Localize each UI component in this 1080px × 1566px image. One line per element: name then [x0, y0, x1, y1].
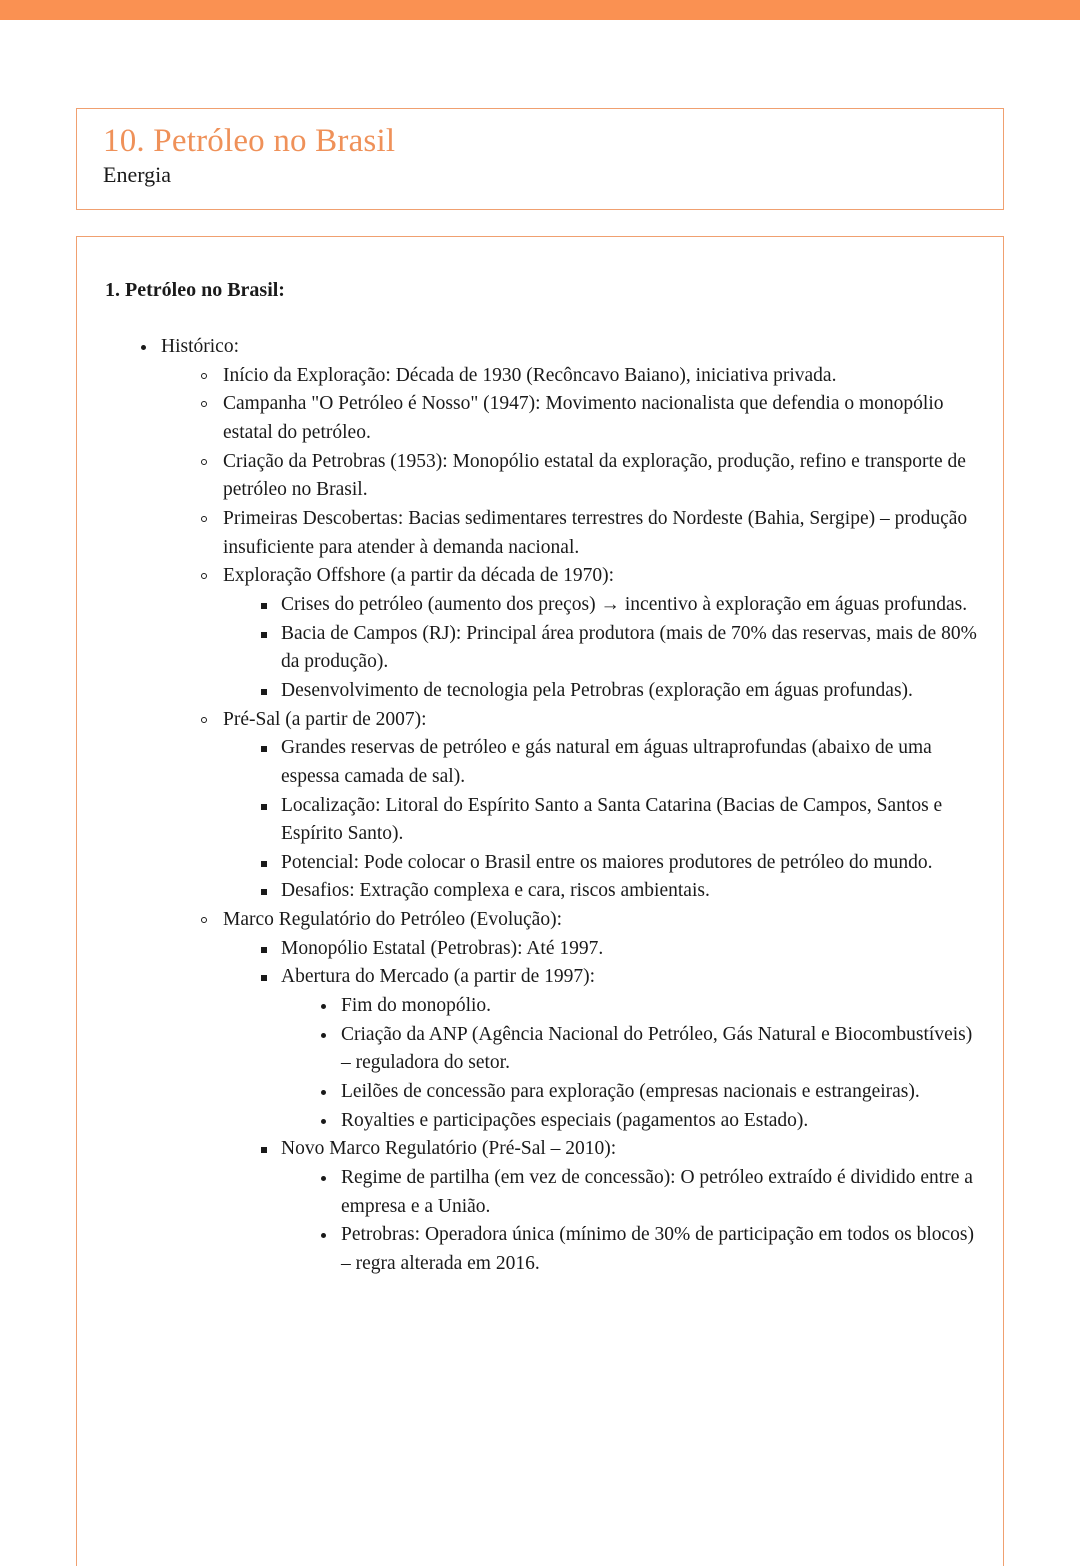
list-item-text: Abertura do Mercado (a partir de 1997): [281, 966, 596, 988]
list-item [200, 448, 979, 505]
list-item-text: Histórico: [161, 336, 239, 357]
outline-list-level-4 [281, 1164, 979, 1279]
list-item-text: Crises do petróleo (aumento dos preços) → incentivo à exploração em águas profundas. [281, 593, 968, 615]
list-item [259, 1135, 979, 1278]
document-content-inner [77, 237, 1003, 1279]
list-item [200, 390, 979, 447]
page-title: 10. Petróleo no Brasil [103, 123, 396, 159]
list-item [319, 992, 979, 1021]
list-item-text: Marco Regulatório do Petróleo (Evolução): [223, 909, 562, 931]
list-item [259, 963, 979, 1135]
list-item [319, 1221, 979, 1278]
list-item-text: Leilões de concessão para exploração (empresas nacionais e estrangeiras). [341, 1081, 920, 1103]
list-item-text: Petrobras: Operadora única (mínimo de 30% de participação em todos os blocos) – regra alterada em 2016. [341, 1224, 975, 1274]
list-item-text: Monopólio Estatal (Petrobras): Até 1997. [281, 937, 604, 959]
list-item-text: Criação da ANP (Agência Nacional do Petróleo, Gás Natural e Biocombustíveis) – reguladora do setor. [341, 1023, 973, 1074]
list-item-text: Grandes reservas de petróleo e gás natural em águas ultraprofundas (abaixo de uma espessa camada de sal). [281, 737, 932, 787]
list-item-text: Campanha "O Petróleo é Nosso" (1947): Movimento nacionalista que defendia o monopólio estatal do petróleo. [223, 393, 944, 443]
list-item [319, 1107, 979, 1136]
list-item [259, 935, 979, 964]
list-item-text: Royalties e participações especiais (pagamentos ao Estado). [341, 1109, 809, 1131]
list-item-text: Desafios: Extração complexa e cara, riscos ambientais. [281, 880, 710, 902]
document-content-card [76, 236, 1004, 1566]
list-item-text: Pré-Sal (a partir de 2007): [223, 708, 427, 730]
list-item-text: Início da Exploração: Década de 1930 (Recôncavo Baiano), iniciativa privada. [223, 364, 837, 386]
list-item [200, 505, 979, 562]
list-item [200, 562, 979, 705]
list-item [319, 1164, 979, 1221]
list-item-text: Exploração Offshore (a partir da década de 1970): [223, 565, 615, 587]
list-item [259, 620, 979, 677]
list-item [259, 591, 979, 620]
document-header-card [76, 108, 1004, 210]
list-item-text: Regime de partilha (em vez de concessão): O petróleo extraído é dividido entre a empresa e a União. [341, 1167, 973, 1217]
list-item [259, 849, 979, 878]
outline-list-level-2 [161, 362, 979, 1279]
outline-list-level-3 [223, 935, 979, 1279]
outline-list-level-4 [281, 992, 979, 1135]
outline-root [105, 333, 979, 1279]
list-item-text: Criação da Petrobras (1953): Monopólio estatal da exploração, produção, refino e transporte de petróleo no Brasil. [223, 450, 966, 501]
section-heading: 1. Petróleo no Brasil: [105, 279, 285, 301]
list-item [139, 333, 979, 1279]
list-item-text: Localização: Litoral do Espírito Santo a Santa Catarina (Bacias de Campos, Santos e Espírito Santo). [281, 794, 943, 845]
list-item [259, 877, 979, 906]
list-item [259, 677, 979, 706]
document-header-inner [77, 109, 1003, 188]
list-item [319, 1021, 979, 1078]
list-item-text: Desenvolvimento de tecnologia pela Petrobras (exploração em águas profundas). [281, 679, 913, 701]
list-item [259, 792, 979, 849]
page-subtitle: Energia [103, 161, 172, 187]
list-item-text: Bacia de Campos (RJ): Principal área produtora (mais de 70% das reservas, mais de 80% da produção). [281, 622, 977, 673]
list-item-text: Primeiras Descobertas: Bacias sedimentares terrestres do Nordeste (Bahia, Sergipe) – produção insuficiente para atender à demanda nacional. [223, 507, 968, 558]
list-item [259, 734, 979, 791]
outline-list-level-3 [223, 591, 979, 706]
outline-list-level-1 [105, 333, 979, 1279]
list-item-text: Fim do monopólio. [341, 995, 492, 1017]
top-accent-bar [0, 0, 1080, 20]
list-item [200, 706, 979, 907]
list-item [200, 362, 979, 391]
list-item [200, 906, 979, 1279]
list-item-text: Novo Marco Regulatório (Pré-Sal – 2010): [281, 1138, 617, 1160]
outline-list-level-3 [223, 734, 979, 906]
list-item-text: Potencial: Pode colocar o Brasil entre os maiores produtores de petróleo do mundo. [281, 851, 933, 873]
list-item [319, 1078, 979, 1107]
